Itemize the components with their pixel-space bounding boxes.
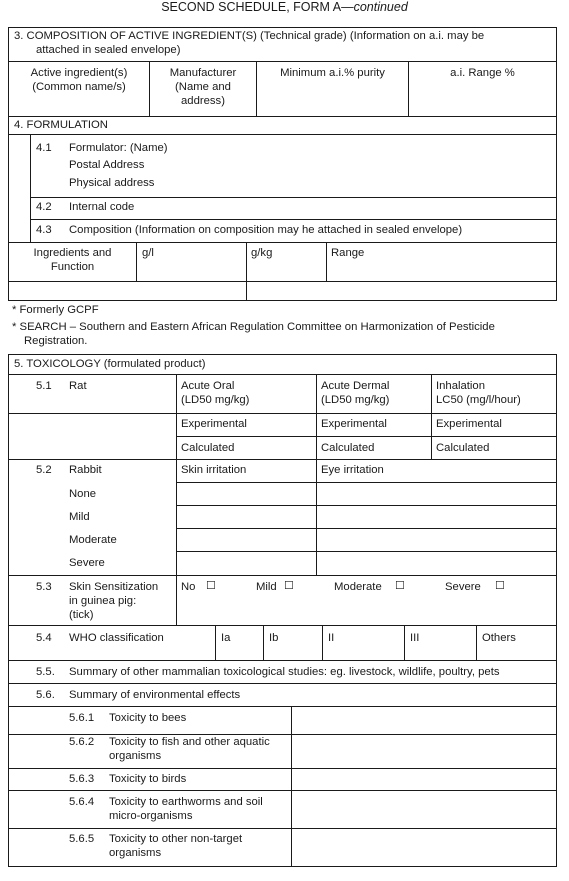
option-severe-label: Severe xyxy=(445,581,481,593)
item-number-5-3: 5.3 xyxy=(36,581,52,593)
inhalation-label: Inhalation xyxy=(436,380,485,392)
toxicity-fish-label-cont: organisms xyxy=(109,750,162,762)
footnote-gcpf: * Formerly GCPF xyxy=(12,304,99,316)
col-g-per-kg: g/kg xyxy=(251,247,273,259)
toxicity-fish-label: Toxicity to fish and other aquatic xyxy=(109,736,270,748)
toxicity-earthworms-label-cont: micro-organisms xyxy=(109,810,193,822)
item-number-4-1: 4.1 xyxy=(36,142,52,154)
option-severe-checkbox[interactable]: ☐ xyxy=(495,580,505,592)
toxicity-birds-label: Toxicity to birds xyxy=(109,773,187,785)
option-no-checkbox[interactable]: ☐ xyxy=(206,580,216,592)
col-range: Range xyxy=(331,247,365,259)
who-class-iii: III xyxy=(410,632,420,644)
oral-experimental: Experimental xyxy=(181,418,247,430)
item-number-5-6: 5.6. xyxy=(36,689,55,701)
inhalation-calculated: Calculated xyxy=(436,442,490,454)
item-number-5-6-3: 5.6.3 xyxy=(69,773,95,785)
formulator-label: Formulator: (Name) xyxy=(69,142,168,154)
item-number-5-6-5: 5.6.5 xyxy=(69,833,95,845)
sensitization-tick-hint: (tick) xyxy=(69,609,94,621)
option-moderate-label: Moderate xyxy=(334,581,382,593)
col-active-ingredient-sub: (Common name/s) xyxy=(32,81,126,93)
item-number-5-6-4: 5.6.4 xyxy=(69,796,95,808)
rat-label: Rat xyxy=(69,380,87,392)
who-class-others: Others xyxy=(482,632,516,644)
option-no-label: No xyxy=(181,581,196,593)
severity-none: None xyxy=(69,488,97,500)
item-number-5-4: 5.4 xyxy=(36,632,52,644)
col-g-per-l: g/l xyxy=(142,247,154,259)
composition-label: Composition (Information on composition may he attached in sealed envelope) xyxy=(69,224,463,236)
oral-calculated: Calculated xyxy=(181,442,235,454)
eye-irritation-label: Eye irritation xyxy=(321,464,384,476)
item-number-5-6-2: 5.6.2 xyxy=(69,736,95,748)
section-3-heading: 3. COMPOSITION OF ACTIVE INGREDIENT(S) (Technical grade) (Information on a.i. may be xyxy=(14,30,485,42)
section-4-heading: 4. FORMULATION xyxy=(14,119,108,131)
section-5-heading: 5. TOXICOLOGY (formulated product) xyxy=(14,358,206,370)
toxicity-nontarget-label-cont: organisms xyxy=(109,847,162,859)
page-title: SECOND SCHEDULE, FORM A—continued xyxy=(161,0,408,14)
acute-dermal-label: Acute Dermal xyxy=(321,380,390,392)
toxicity-bees-label: Toxicity to bees xyxy=(109,712,187,724)
sensitization-label: Skin Sensitization xyxy=(69,581,159,593)
inhalation-unit: LC50 (mg/l/hour) xyxy=(436,394,521,406)
dermal-calculated: Calculated xyxy=(321,442,375,454)
internal-code-label: Internal code xyxy=(69,201,135,213)
toxicity-earthworms-label: Toxicity to earthworms and soil xyxy=(109,796,263,808)
col-ai-range: a.i. Range % xyxy=(450,67,515,79)
col-min-purity: Minimum a.i.% purity xyxy=(280,67,385,79)
acute-oral-label: Acute Oral xyxy=(181,380,235,392)
col-ingredients: Ingredients and xyxy=(33,247,112,259)
item-number-4-2: 4.2 xyxy=(36,201,52,213)
col-manufacturer-sub2: address) xyxy=(181,95,225,107)
col-active-ingredient: Active ingredient(s) xyxy=(30,67,128,79)
environmental-summary-label: Summary of environmental effects xyxy=(69,689,241,701)
dermal-experimental: Experimental xyxy=(321,418,387,430)
item-number-5-2: 5.2 xyxy=(36,464,52,476)
rabbit-label: Rabbit xyxy=(69,464,102,476)
col-manufacturer: Manufacturer xyxy=(169,67,237,79)
section-3-heading-cont: attached in sealed envelope) xyxy=(36,44,181,56)
item-number-5-5: 5.5. xyxy=(36,666,55,678)
footnote-search: * SEARCH – Southern and Eastern African Regulation Committee on Harmonization of Pesticide xyxy=(12,321,495,333)
col-manufacturer-sub1: (Name and xyxy=(175,81,231,93)
col-ingredients-sub: Function xyxy=(50,261,95,273)
option-moderate-checkbox[interactable]: ☐ xyxy=(395,580,405,592)
footnote-search-cont: Registration. xyxy=(24,335,88,347)
who-classification-label: WHO classification xyxy=(69,632,164,644)
option-mild-label: Mild xyxy=(256,581,277,593)
postal-address-label: Postal Address xyxy=(69,159,145,171)
severity-severe: Severe xyxy=(69,557,105,569)
item-number-5-6-1: 5.6.1 xyxy=(69,712,95,724)
skin-irritation-label: Skin irritation xyxy=(181,464,247,476)
who-class-ib: Ib xyxy=(269,632,279,644)
item-number-5-1: 5.1 xyxy=(36,380,52,392)
inhalation-experimental: Experimental xyxy=(436,418,502,430)
item-number-4-3: 4.3 xyxy=(36,224,52,236)
severity-moderate: Moderate xyxy=(69,534,117,546)
acute-oral-unit: (LD50 mg/kg) xyxy=(181,394,250,406)
sensitization-label-cont: in guinea pig: xyxy=(69,595,137,607)
option-mild-checkbox[interactable]: ☐ xyxy=(284,580,294,592)
physical-address-label: Physical address xyxy=(69,177,155,189)
who-class-ii: II xyxy=(328,632,335,644)
acute-dermal-unit: (LD50 mg/kg) xyxy=(321,394,390,406)
toxicity-nontarget-label: Toxicity to other non-target xyxy=(109,833,243,845)
who-class-ia: Ia xyxy=(221,632,231,644)
mammalian-summary-label: Summary of other mammalian toxicological studies: eg. livestock, wildlife, poultry, pets xyxy=(69,666,500,678)
severity-mild: Mild xyxy=(69,511,90,523)
